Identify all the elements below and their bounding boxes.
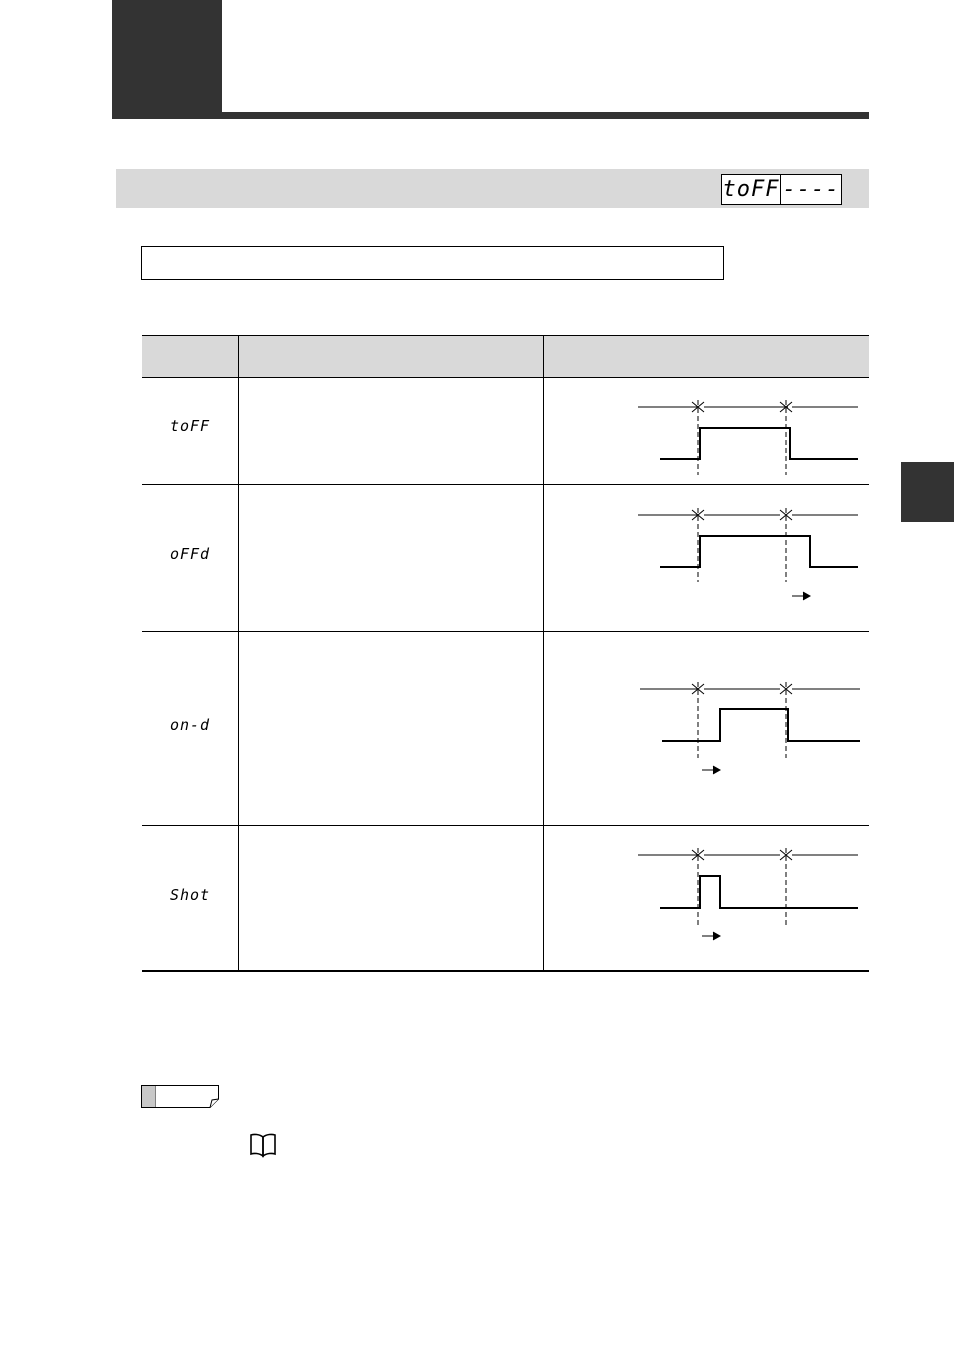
table-row-divider [142, 484, 869, 485]
timing-diagram-toff [544, 390, 869, 480]
chapter-header-block [112, 0, 222, 118]
table-row-code: on-d [169, 716, 211, 734]
table-column-divider [238, 335, 239, 972]
chapter-side-tab [901, 462, 954, 522]
timing-diagram-shot [544, 838, 869, 948]
display-right-segment [781, 175, 841, 204]
timing-diagram-on-d [544, 672, 869, 782]
open-book-icon [248, 1132, 278, 1158]
memo-tag-icon [141, 1085, 219, 1108]
table-bottom-rule [142, 970, 869, 972]
chapter-header-rule [112, 112, 869, 119]
display-indicator [721, 174, 842, 205]
display-right-text: ---- [782, 176, 840, 202]
table-row-code: oFFd [169, 545, 211, 563]
table-row-divider [142, 631, 869, 632]
table-header-row [142, 335, 869, 377]
table-row-divider [142, 825, 869, 826]
display-left-text: toFF [722, 176, 780, 202]
display-left-segment [722, 175, 781, 204]
table-row-code: toFF [169, 417, 211, 435]
table-row-code: Shot [169, 886, 211, 904]
table-header-divider [142, 377, 869, 378]
timer-mode-table [142, 335, 869, 972]
timing-diagram-offd [544, 498, 869, 608]
setting-frame-box [141, 246, 724, 280]
